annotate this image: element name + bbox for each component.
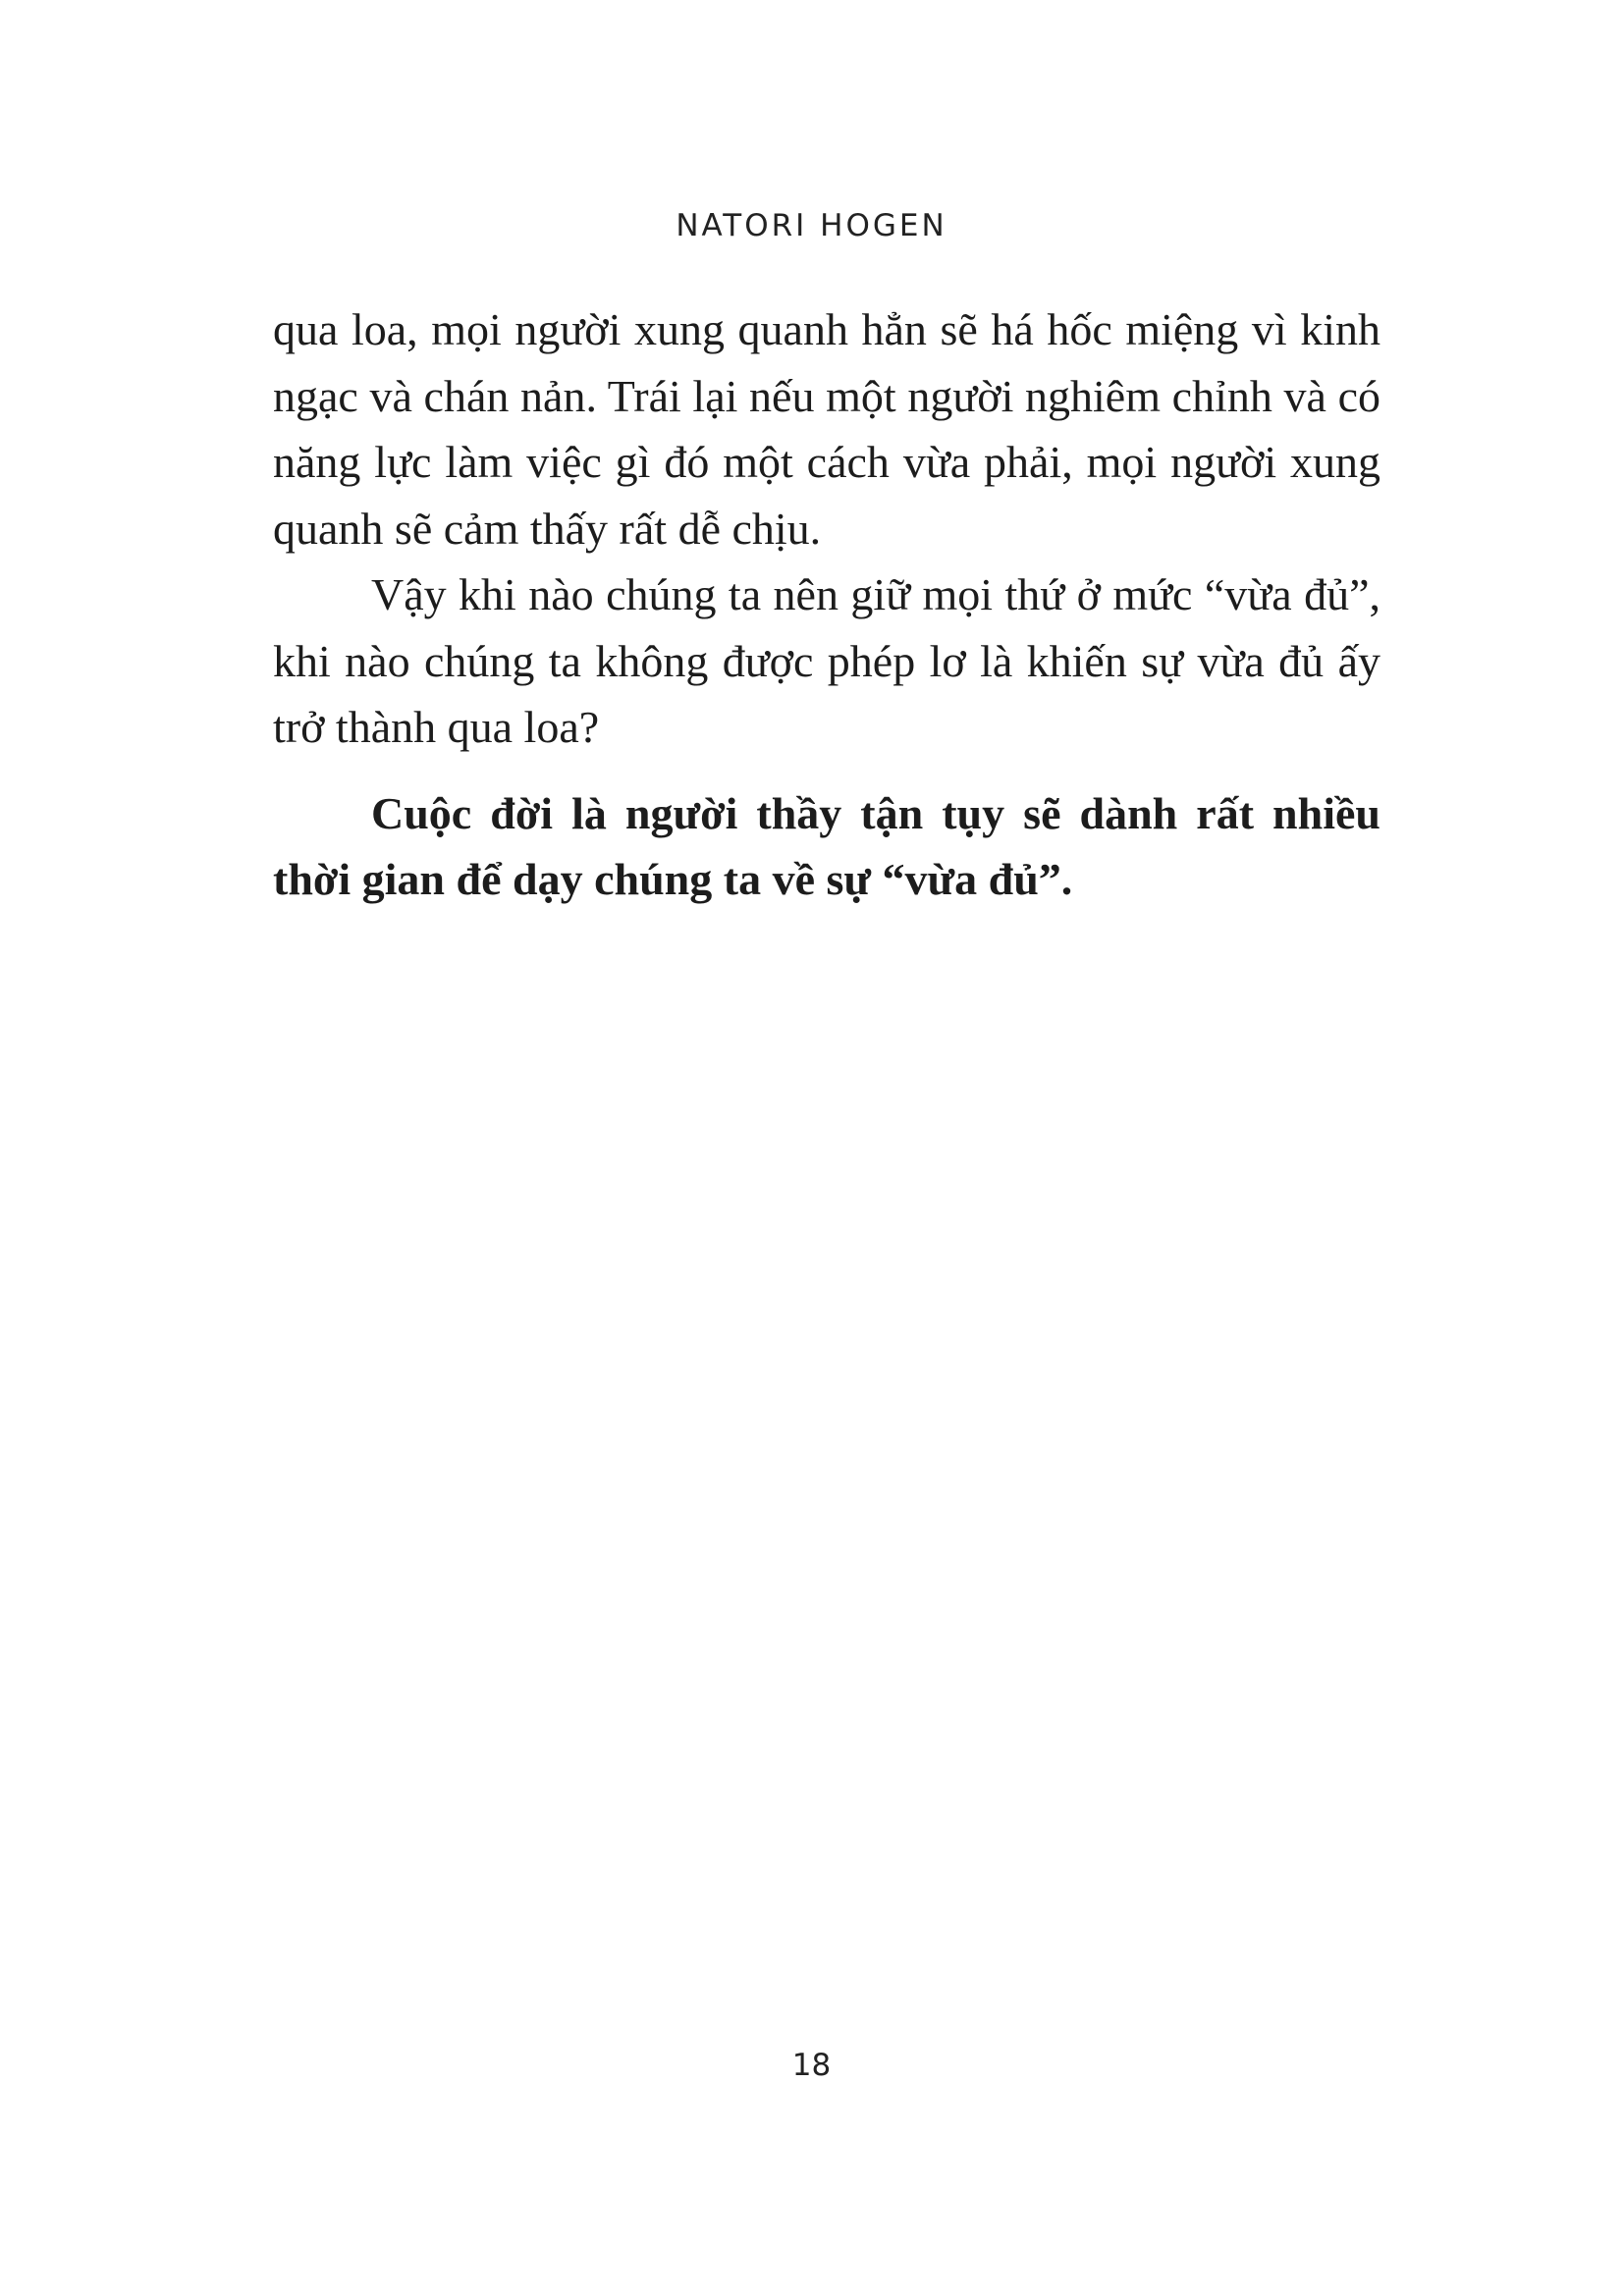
page-body: [273, 296, 1380, 913]
paragraph-bold-statement: Cuộc đời là người thầy tận tụy sẽ dành rất nhiều thời gian để dạy chúng ta về sự “vừa đủ”.: [273, 787, 1380, 904]
paragraph-question: Vậy khi nào chúng ta nên giữ mọi thứ ở mức “vừa đủ”, khi nào chúng ta không được phép lơ là khiến sự vừa đủ ấy trở thành qua loa?: [273, 569, 1380, 752]
running-header-author: NATORI HOGEN: [676, 208, 947, 243]
paragraph-continuation: qua loa, mọi người xung quanh hẳn sẽ há hốc miệng vì kinh ngạc và chán nản. Trái lại nếu một người nghiêm chỉnh và có năng lực làm việc gì đó một cách vừa phải, mọi người xung quanh sẽ cảm thấy rất dễ chịu.: [273, 304, 1380, 554]
page-number: 18: [791, 2048, 832, 2083]
